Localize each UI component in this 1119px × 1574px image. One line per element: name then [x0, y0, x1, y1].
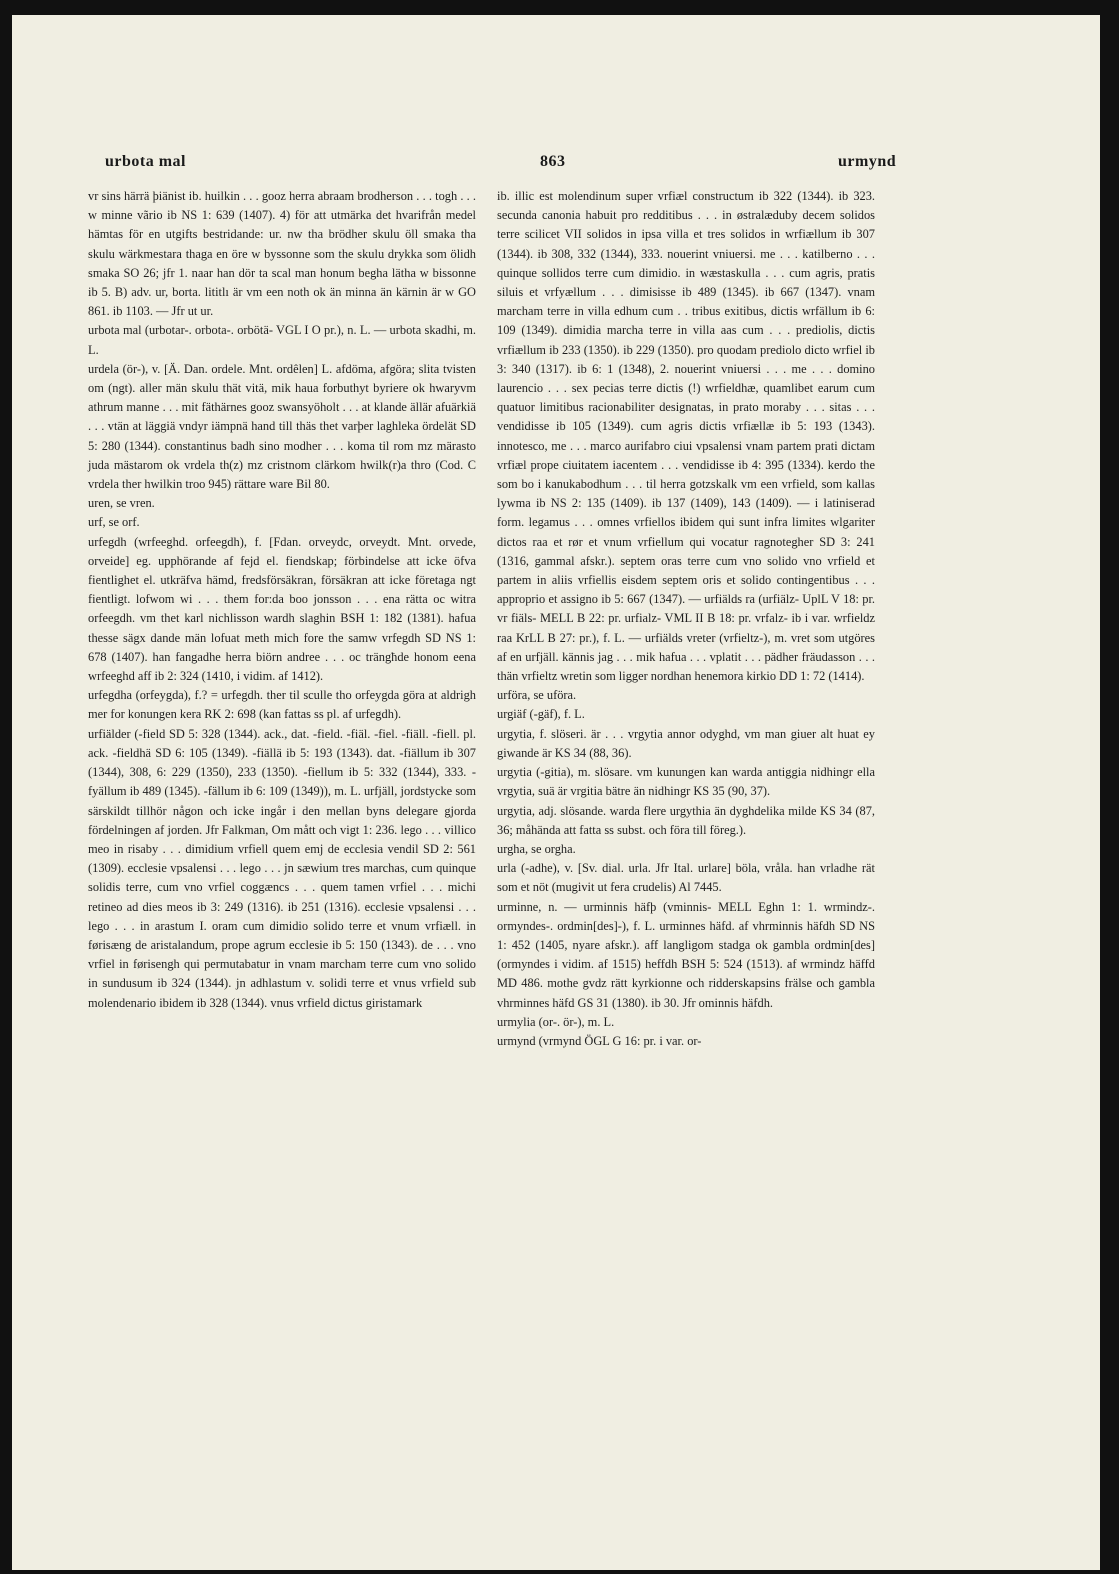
entry-text: urgytia, adj. slösande. warda flere urgythia än dyghdelika milde KS 34 (87, 36; måhända att fatta ss subst. och föra till föreg.). [497, 803, 875, 837]
entry-text: urbota mal (urbotar-. orbota-. orbötä- VGL I O pr.), n. L. — urbota skadhi, m. L. [88, 323, 476, 357]
entry-text: urfegdha (orfeygda), f.? = urfegdh. ther til sculle tho orfeygda göra at aldrigh mer for konungen kera RK 2: 698 (kan fattas ss pl. af urfegdh). [88, 688, 476, 722]
entry-text: urdela (ör-), v. [Ä. Dan. ordele. Mnt. ordêlen] L. afdöma, afgöra; slita tvisten om (ngt). aller män skulu thät vitä, mik haua forbuthyt byriere ok hwaryvm athrum manne . . . mit fäthärnes gooz swansyöholt . . . at klande ällär afuärkiä . . . vtän at läggiä vndyr iämpnä hand till thäs thet varþer laghleka ördelät SD 5: 280 (1344). constantinus badh sino modher . . . koma til rom mz märasto juda mästarom ok vrdela th(z) mz cristnom clärkom hwilk(r)a thro (Cod. C vrdela ther hwilkin troo 945) rättare ware Bil 80. [88, 361, 476, 492]
entry-text: uren, se vren. [88, 496, 155, 511]
entry-text: urminne, n. — urminnis häfþ (vminnis- MELL Eghn 1: 1. wrmindz-. ormyndes-. ordmin[des]-), f. L. urminnes häfd. af vhrminnis häfdh SD NS 1: 452 (1405, nyare afskr.). aff langligom stadga ok gambla ordmin[des] (ormyndes i vidim. af 1515) heffdh BSH 5: 524 (1513). af wrmindz häffd MD 486. mothe gvdz rätt kyrkionne och ridderskapsins frälse och gambla vhrminnes häfd GS 31 (1380). ib 30. Jfr ominnis häfdh. [497, 899, 875, 1010]
entry-text: ib. illic est molendinum super vrfiæl constructum ib 322 (1344). ib 323. secunda canonia habuit pro redditibus . . . in østralæduby decem solidos terre scilicet VII solidos in ipsa villa et tres solidos in wrfiællum ib 307 (1344). ib 308, 332 (1344), 333. nouerint vniuersi. me . . . katilberno . . . quinque sollidos terre cum dimidio. in wæstaskulla . . . cum agris, pratis siluis et vrfyællum . . . dimisisse ib 489 (1345). ib 667 (1347). vnam marcham terre in villa edhum cum . . tribus exitibus, dictis wrfällum ib 6: 109 (1349). dimidia marcha terre in villa aas cum . . . prediolis, dictis vrfiællum ib 233 (1350). ib 229 (1350). pro quodam prediolo dicto wrfiel ib 3: 340 (1317). ib 6: 1 (1348), 2. nouerint vniuersi . . . me . . . domino laurencio . . . sex pecias terre dictis (!) wrfieldhæ, quamlibet earum cum quatuor limitibus racionabiliter designatas, in prato moraby . . . sitas . . . vendidisse ib 105 (1349). cum agris dictis vrfiællæ ib 5: 193 (1343). innotesco, me . . . marco aurifabro ciui vpsalensi vnam partem prati dictam vrfiæl prope ciuitatem iacentem . . . vendidisse ib 4: 395 (1334). kerdo the som bo i kanukabodhum . . . til herra gotzskalk vm een vrfield, som kallas lywma ib NS 2: 135 (1409). ib 137 (1409), 143 (1409). — i latiniserad form. legamus . . . omnes vrfiellos ibidem qui sunt infra limites wlgariter dictos raa et rør et vnum vrfiellum qui vocatur ragnotegher SD 3: 241 (1316, gammal afskr.). septem oras terre cum vno solido vno vrfield et partem in aliis vrfiellis eisdem septem oris et solido contingentibus . . . approprio et assigno ib 5: 667 (1347). — urfiälds ra (urfiälz- UplL V 18: pr. vr fiäls- MELL B 22: pr. urfialz- VML II B 18: pr. vrfalz- ib i var. wrfieldz raa KrLL B 27: pr.), f. L. — urfiälds vreter (vrfieltz-), m. vret som utgöres af en urfjäll. kännis jag . . . mik hafua . . . vplatit . . . pädher fräudasson . . . thän vrfieltz wretin som ligger nordhan henemora kirkio DD 1: 72 (1414). [497, 189, 875, 684]
left-column [88, 187, 476, 1013]
entry-text: urgha, se orgha. [497, 841, 576, 856]
entry-text: urf, se orf. [88, 515, 140, 530]
entry-text: urgiäf (-gäf), f. L. [497, 707, 585, 722]
entry-text: urgytia, f. slöseri. är . . . vrgytia annor odyghd, vm man giuer alt huat ey giwande är KS 34 (88, 36). [497, 726, 875, 760]
entry-text: urmynd (vrmynd ÖGL G 16: pr. i var. or- [497, 1033, 702, 1048]
entry-text: urfegdh (wrfeeghd. orfeegdh), f. [Fdan. orveydc, orveydt. Mnt. orvede, orveide] eg. upphörande af fejd el. fiendskap; förbindelse att icke öfva fientlighet el. utkräfva hämd, fredsförsäkran, försäkran att icke företaga ngt fientligt. lofwom wi . . . them for:da boo jonsson . . . ena rätta oc witra orfeegdh. vm thet karl nichlisson wardh slaghin BSH 1: 182 (1381). hafua thesse sägx dande män lofuat meth mich fore the samw vrfegdh SD NS 1: 678 (1407). han fangadhe herra biörn andree . . . oc trängħde honom eena wrfeeghd aff ib 2: 324 (1410, i vidim. af 1412). [88, 534, 476, 684]
right-column [497, 187, 875, 1051]
entry-text: urfiälder (-field SD 5: 328 (1344). ack., dat. -field. -fiäl. -fiel. -fiäll. -fiell. pl. ack. -fieldhä SD 6: 105 (1349). -fiällä ib 5: 193 (1343). dat. -fiällum ib 307 (1344), 308, 6: 229 (1350), 233 (1350). -fiellum ib 5: 332 (1344), 333. -fyällum ib 489 (1345). -fällum ib 6: 109 (1349)), m. L. urfjäll, jordstycke som särskildt tillhör någon och icke ingår i den mellan byns delegare gjorda fördelningen af jorden. Jfr Falkman, Om mått och vigt 1: 236. lego . . . villico meo in risaby . . . dimidium vrfiell quem emj de ecclesia vendil SD 2: 561 (1309). ecclesie vpsalensi . . . lego . . . jn sæwium tres marchas, cum quinque solidis terre, cum vno vrfiel coggæncs . . . quem tamen vrfiel . . . michi retineo ad dies meos ib 3: 249 (1316). ib 251 (1316). ecclesie vpsalensi . . . lego . . . in arastum I. oram cum dimidio solido terre et vnum vrfiæll. in førisæng de aristalandum, prope agrum ecclesie ib 5: 150 (1343). de . . . vno vrfiel in førisengh qui permutabatur in vnam marcham terre cum vno solido in sundusum ib 324 (1344). jn adhlastum v. solidi terre et vnus vrfield sub molendenario ibidem ib 328 (1344). vnus vrfield dictus giristamark [88, 726, 476, 1010]
entry-text: urföra, se uföra. [497, 688, 577, 703]
running-head-right: urmynd [838, 153, 897, 170]
dictionary-page [12, 15, 1100, 1570]
page-number: 863 [540, 153, 566, 170]
entry-text: vr sins härrä þiänist ib. huilkin . . . gooz herra abraam brodherson . . . togh . . . w minne vãrio ib NS 1: 639 (1407). 4) för att utmärka det hvarifrån medel hämtas för en utgifts bestridande: ur. nw tha brödher skulu öll smaka tha skulu wärkmestara thaga en öre w byssonne som the skulu drykka som ölidh smaka SO 26; jfr 1. naar han dör ta scal man honum begha lätha w bissonne ib 5. B) adv. ur, borta. lititlı är vm een noth ok än minna än kärnin är w GO 861. ib 1103. — Jfr ut ur. [88, 189, 476, 319]
entry-text: urmylia (or-. ör-), m. L. [497, 1014, 615, 1029]
entry-text: urgytia (-gitia), m. slösare. vm kunungen kan warda antiggia nidhingr ella vrgytia, suä är vrgitia bätre än nidhingr KS 35 (90, 37). [497, 765, 875, 799]
entry-text: urla (-adhe), v. [Sv. dial. urla. Jfr Ital. urlare] böla, vråla. han vrladhe rät som et nöt (mugivit ut fera crudelis) Al 7445. [497, 861, 875, 895]
running-head-left: urbota mal [105, 153, 186, 170]
